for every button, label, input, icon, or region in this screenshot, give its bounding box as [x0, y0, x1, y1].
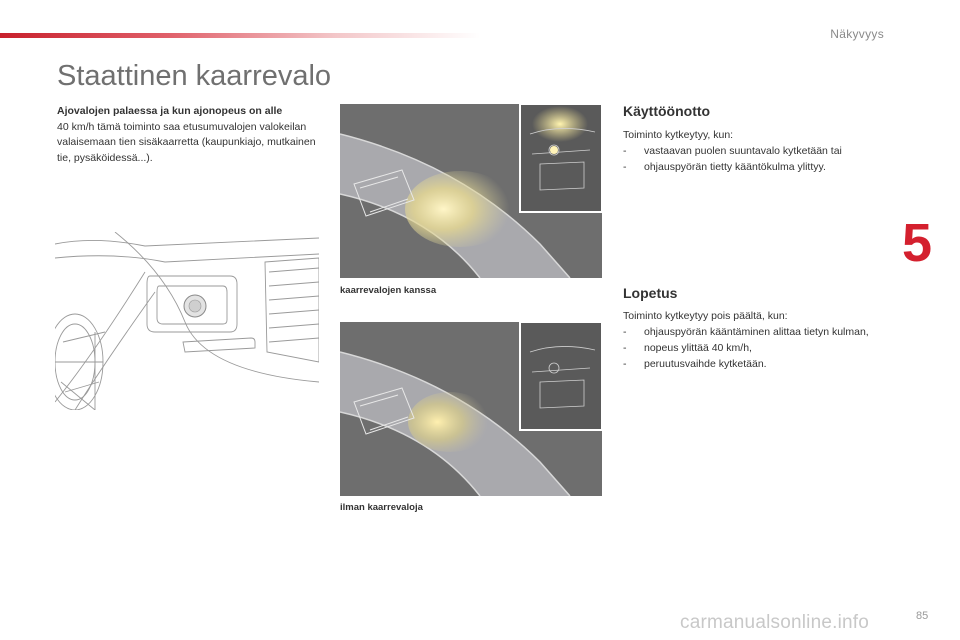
caption-without-lights: ilman kaarrevaloja [340, 502, 423, 513]
page-title: Staattinen kaarrevalo [57, 60, 332, 92]
bullet-dash: - [623, 145, 627, 157]
page-number: 85 [916, 610, 929, 622]
chapter-name: Näkyvyys [830, 27, 884, 41]
bullet-dash: - [623, 342, 627, 354]
activation-lead: Toiminto kytkeytyy, kun: [623, 129, 734, 141]
deactivation-item-text: peruutusvaihde kytketään. [644, 358, 767, 370]
photo-without-cornering-lights [340, 322, 602, 496]
deactivation-heading: Lopetus [623, 285, 678, 301]
deactivation-lead: Toiminto kytkeytyy pois päältä, kun: [623, 310, 788, 322]
bullet-dash: - [623, 161, 627, 173]
list-item [623, 340, 883, 356]
watermark: carmanualsonline.info [680, 612, 870, 633]
bullet-dash: - [623, 326, 627, 338]
intro-paragraph [57, 104, 319, 166]
activation-list [623, 143, 883, 175]
chapter-number: 5 [902, 213, 933, 273]
fog-light-drawing [55, 232, 319, 410]
cornering-lights-off-image [340, 322, 602, 496]
activation-body [623, 127, 883, 175]
intro-bold: Ajovalojen palaessa ja kun ajonopeus on alle [57, 105, 283, 117]
deactivation-body [623, 308, 883, 372]
list-item [623, 143, 883, 159]
chapter-color-bar [0, 33, 480, 38]
deactivation-item-text: nopeus ylittää 40 km/h, [644, 342, 752, 354]
activation-item-text: ohjauspyörän tietty kääntökulma ylittyy. [644, 161, 826, 173]
list-item [623, 159, 883, 175]
activation-item-text: vastaavan puolen suuntavalo kytketään tai [644, 145, 842, 157]
list-item [623, 356, 883, 372]
caption-with-lights: kaarrevalojen kanssa [340, 285, 437, 296]
bullet-dash: - [623, 358, 627, 370]
cornering-lights-on-image [340, 104, 602, 278]
deactivation-item-text: ohjauspyörän kääntäminen alittaa tietyn kulman, [644, 326, 869, 338]
list-item [623, 324, 883, 340]
fog-light-illustration [55, 232, 319, 410]
deactivation-list [623, 324, 883, 372]
photo-with-cornering-lights [340, 104, 602, 278]
activation-heading: Käyttöönotto [623, 103, 711, 119]
intro-text: 40 km/h tämä toiminto saa etusumuvalojen valokeilan valaisemaan tien sisäkaarretta (kaupunkiajo, mutkainen tie, pysäköidessä...). [57, 120, 316, 164]
